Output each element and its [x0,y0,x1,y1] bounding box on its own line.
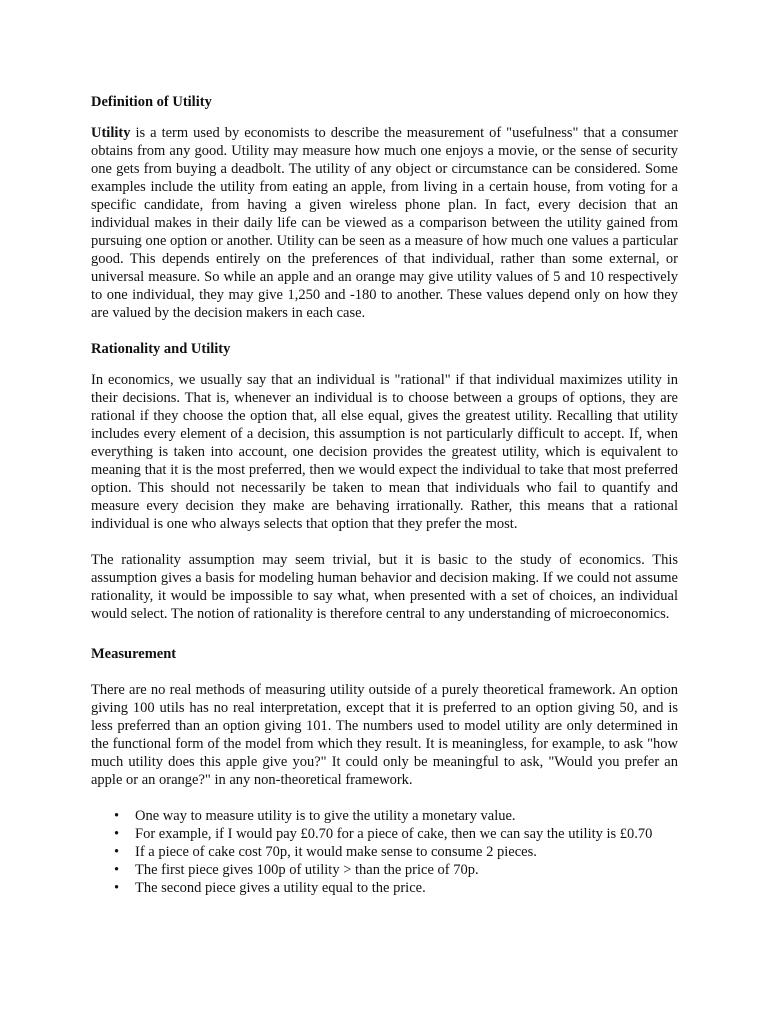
list-item: • For example, if I would pay £0.70 for a piece of cake, then we can say the utility is £0.70 [114,826,653,842]
bullet-icon: • [114,826,120,842]
document-page [91,93,678,897]
bullet-icon: • [114,844,120,860]
heading-definition-of-utility: Definition of Utility [91,94,212,110]
list-item: • The second piece gives a utility equal to the price. [114,880,426,896]
paragraph-rationality-1: In economics, we usually say that an individual is "rational" if that individual maximizes utility in their decisions. That is, whenever an individual is to choose between a groups of options, they are rational if they choose the option that, all else equal, gives the greatest utility. Recalling that utility includes every element of a decision, this assumption is not particularly difficult to accept. If, when everything is taken into account, one decision provides the greatest utility, which is equivalent to meaning that it is the most preferred, then we would expect the individual to take that most preferred option. This should not necessarily be taken to mean that individuals who fail to quantify and measure every decision they make are behaving irrationally. Rather, this means that a rational individual is one who always selects that option that they prefer the most. [91,372,678,532]
term-utility: Utility [91,125,131,141]
paragraph-definition [91,124,678,322]
heading-measurement: Measurement [91,646,177,662]
paragraph-rationality-2: The rationality assumption may seem trivial, but it is basic to the study of economics. This assumption gives a basis for modeling human behavior and decision making. If we could not assume rationality, it would be impossible to say what, when presented with a set of choices, an individual would select. The notion of rationality is therefore central to any understanding of microeconomics. [91,552,678,622]
list-item: • One way to measure utility is to give the utility a monetary value. [114,808,516,824]
heading-rationality-and-utility: Rationality and Utility [91,341,231,357]
bullet-icon: • [114,808,120,824]
bullet-icon: • [114,880,120,896]
list-item: • If a piece of cake cost 70p, it would make sense to consume 2 pieces. [114,844,537,860]
list-item: • The first piece gives 100p of utility > than the price of 70p. [114,862,479,878]
paragraph-measurement: There are no real methods of measuring utility outside of a purely theoretical framework. An option giving 100 utils has no real interpretation, except that it is preferred to an option giving 50, and is less preferred than an option giving 101. The numbers used to model utility are only determined in the functional form of the model from which they result. It is meaningless, for example, to ask "how much utility does this apple give you?" It could only be meaningful to ask, "Would you prefer an apple or an orange?" in any non-theoretical framework. [91,682,678,788]
definition-text: is a term used by economists to describe the measurement of "usefulness" that a consumer obtains from any good. Utility may measure how much one enjoys a movie, or the sense of security one gets from buying a deadbolt. The utility of any object or circumstance can be considered. Some examples include the utility from eating an apple, from living in a certain house, from voting for a specific candidate, from having a given wireless phone plan. In fact, every decision that an individual makes in their daily life can be viewed as a comparison between the utility gained from pursuing one option or another. Utility can be seen as a measure of how much one values a particular good. This depends entirely on the preferences of that individual, rather than some external, or universal measure. So while an apple and an orange may give utility values of 5 and 10 respectively to one individual, they may give 1,250 and -180 to another. These values depend only on how they are valued by the decision makers in each case. [91,125,678,321]
bullet-list [91,807,678,897]
bullet-icon: • [114,862,120,878]
